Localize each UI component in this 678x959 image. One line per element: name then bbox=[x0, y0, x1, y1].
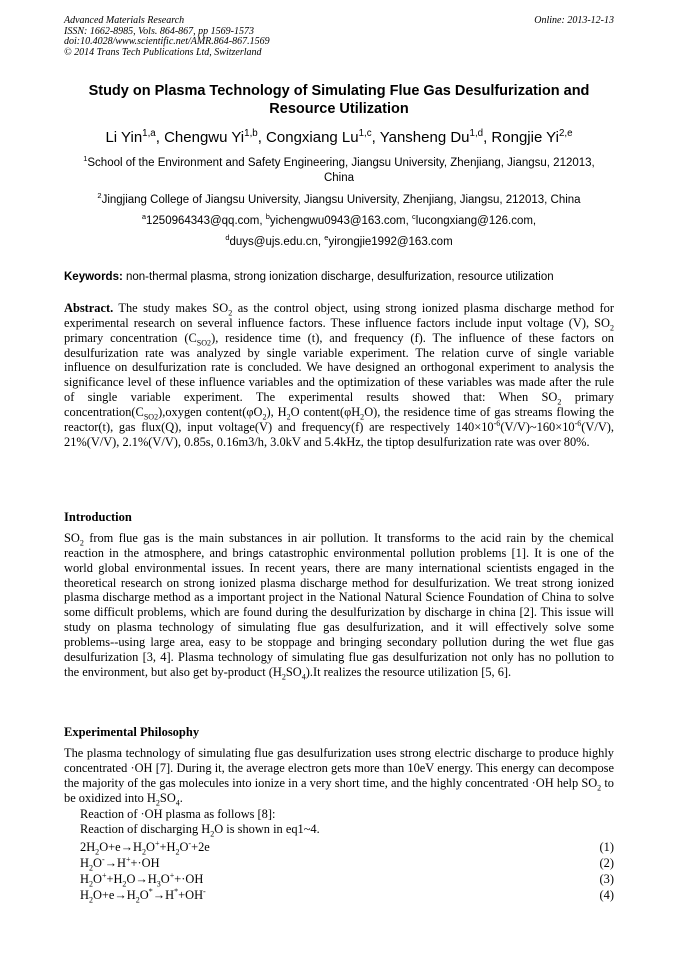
affiliation-2 bbox=[56, 193, 622, 208]
doi: doi:10.4028/www.scientific.net/AMR.864-867.1569 bbox=[64, 36, 270, 47]
author-name: Li Yin bbox=[105, 129, 143, 146]
affiliation-sup: 1 bbox=[83, 154, 88, 164]
author-name: Chengwu Yi bbox=[164, 129, 245, 146]
email-link[interactable]: yichengwu0943@163.com, bbox=[269, 215, 409, 227]
author-sup: 1,c bbox=[358, 128, 372, 139]
affiliation-text: School of the Environment and Safety Engineering, Jiangsu University, Zhenjiang, Jiangsu, 212013, bbox=[87, 157, 595, 169]
affiliation-1 bbox=[56, 156, 622, 186]
equation-4: $H_2O+e\to H_2O^*\to H^*+OH^-$ (4) bbox=[80, 886, 614, 905]
email-link[interactable]: lucongxiang@126.com, bbox=[415, 215, 537, 227]
reaction-discharge-line: Reaction of discharging $H_2O$ is shown in eq1~4. bbox=[80, 822, 320, 839]
equation-1: $2H_2O+e\to H_2O^++H_2O^-+2e$ (1) bbox=[80, 838, 614, 857]
affiliation-text: China bbox=[323, 172, 355, 184]
author-sup: 2,e bbox=[558, 128, 573, 139]
keywords-text: non-thermal plasma, strong ionization discharge, desulfurization, resource utilization bbox=[126, 271, 554, 283]
equation-3: $H_2O^++H_2O\to H_3O^++\cdot OH$ (3) bbox=[80, 870, 614, 889]
title-line-1: Study on Plasma Technology of Simulating Flue Gas Desulfurization and bbox=[88, 83, 590, 99]
section-heading-experimental-philosophy: Experimental Philosophy bbox=[64, 725, 200, 739]
online-date: Online: 2013-12-13 bbox=[534, 15, 614, 26]
equation-number: (1) bbox=[599, 840, 614, 854]
journal-header bbox=[64, 16, 270, 58]
email-link[interactable]: 1250964343@qq.com, bbox=[146, 215, 263, 227]
equation-number: (4) bbox=[599, 888, 614, 902]
author-name: Yansheng Du bbox=[379, 129, 470, 146]
affiliation-text: Jingjiang College of Jiangsu University, Jiangsu University, Zhenjiang, Jiangsu, 212013, China bbox=[101, 194, 581, 206]
abstract-label: Abstract. bbox=[64, 301, 114, 315]
journal-name: Advanced Materials Research bbox=[64, 15, 185, 26]
email-link[interactable]: yirongjie1992@163.com bbox=[328, 236, 453, 248]
email-link[interactable]: duys@ujs.edu.cn, bbox=[229, 236, 322, 248]
paper-title bbox=[40, 82, 638, 118]
experimental-text: The plasma technology of simulating flue gas desulfurization uses strong electric discharge to produce highly concentrated ·OH [7]. During it, the average electron gets more than 10eV energy. This energy can decompose the majority of the gas molecules into ionize in a very short time, and the highly concentrated ·OH help $SO_2$ to be oxidized into $H_2SO_4$. bbox=[64, 746, 614, 807]
keywords-label: Keywords: bbox=[64, 271, 123, 283]
copyright: © 2014 Trans Tech Publications Ltd, Switzerland bbox=[64, 46, 262, 58]
affiliation-sup: 2 bbox=[97, 191, 102, 201]
keywords bbox=[64, 270, 614, 284]
equation-number: (3) bbox=[599, 872, 614, 886]
reaction-intro-line: Reaction of ·OH plasma as follows [8]: bbox=[80, 807, 276, 821]
author-name: Rongjie Yi bbox=[491, 129, 559, 146]
author-sup: 1,b bbox=[244, 128, 258, 139]
issn: ISSN: 1662-8985, Vols. 864-867, pp 1569-1573 bbox=[64, 25, 254, 37]
author-list: Li Yin$^{1,a}$, Chengwu Yi$^{1,b}$, Congxiang Lu$^{1,c}$, Yansheng Du$^{1,d}$, Rongjie Yi$^{2,e}$ bbox=[105, 128, 573, 146]
author-sup: 1,a bbox=[142, 128, 156, 139]
email-line-1: $^a$1250964343@qq.com, $^b$yichengwu0943@163.com, $^c$lucongxiang@126.com, bbox=[141, 212, 537, 227]
equation-2: $H_2O^-\to H^++\cdot OH$ (2) bbox=[80, 854, 614, 873]
abstract: Abstract. The study makes $SO_2$ as the control object, using strong ionized plasma discharge method for experimental research on several influence factors. These influence factors include input voltage (V), $SO_2$ primary concentration $(C_{SO2})$, residence time (t), and frequency (f). The influence of these factors on desulfurization rate was analyzed by single variable experiment. The relation curve of single variable influence on desulfurization rate is concluded. We have designed an orthogonal experiment to analysis the significance level of these influence variables and the optimization of these variables was made after the rule of single variable experiment. The experimental results showed that: When $SO_2$ primary $concentration(C_{SO2}),oxygen$ $content(\varphi O_2)$, $H_2O$ $content(\varphi H_2O)$, the residence time of gas streams flowing the reactor(t), gas flux(Q), input voltage(V) and frequency(f) are respectively $140\times 10^{-6}(V/V)\sim 160\times 10^{-6}(V/V)$, 21%(V/V), 2.1%(V/V), 0.85s, 0.16m3/h, 3.0kV and 5.4kHz, the tiptop desulfurization rate was over 80%. bbox=[64, 301, 614, 449]
title-line-2: Resource Utilization bbox=[269, 101, 409, 117]
email-line-2: $^d$duys@ujs.edu.cn, $^e$yirongjie1992@163.com bbox=[225, 233, 453, 248]
introduction-text: $SO_2$ from flue gas is the main substances in air pollution. It transforms to the acid rain by the chemical reaction in the atmosphere, and brings catastrophic environmental pollution problems [1]. It is one of the world global environmental issues. In recent years, there are many international scientists engaged in the theoretical research on strong ionized plasma discharge method for desulfurization. We treat strong ionized plasma discharge method as a important project in the National Natural Science Foundation of China to solve some difficult problems, which are found during the desulfurization by discharge in china [2]. This issue will study on plasma technology of simulating flue gas desulfurization, and it will effectively solve some problems--using large area, easy to be stoppage and bringing secondary pollution during the wet flue gas desulfurization [3, 4]. Plasma technology of simulating flue gas desulfurization not only has no pollution to the environment, but also get by-product $(H_2SO_4).It$ realizes the resource utilization [5, 6]. bbox=[64, 531, 614, 682]
author-name: Congxiang Lu bbox=[266, 129, 359, 146]
equation-number: (2) bbox=[599, 856, 614, 870]
author-sup: 1,d bbox=[469, 128, 484, 139]
section-heading-introduction: Introduction bbox=[64, 510, 132, 524]
